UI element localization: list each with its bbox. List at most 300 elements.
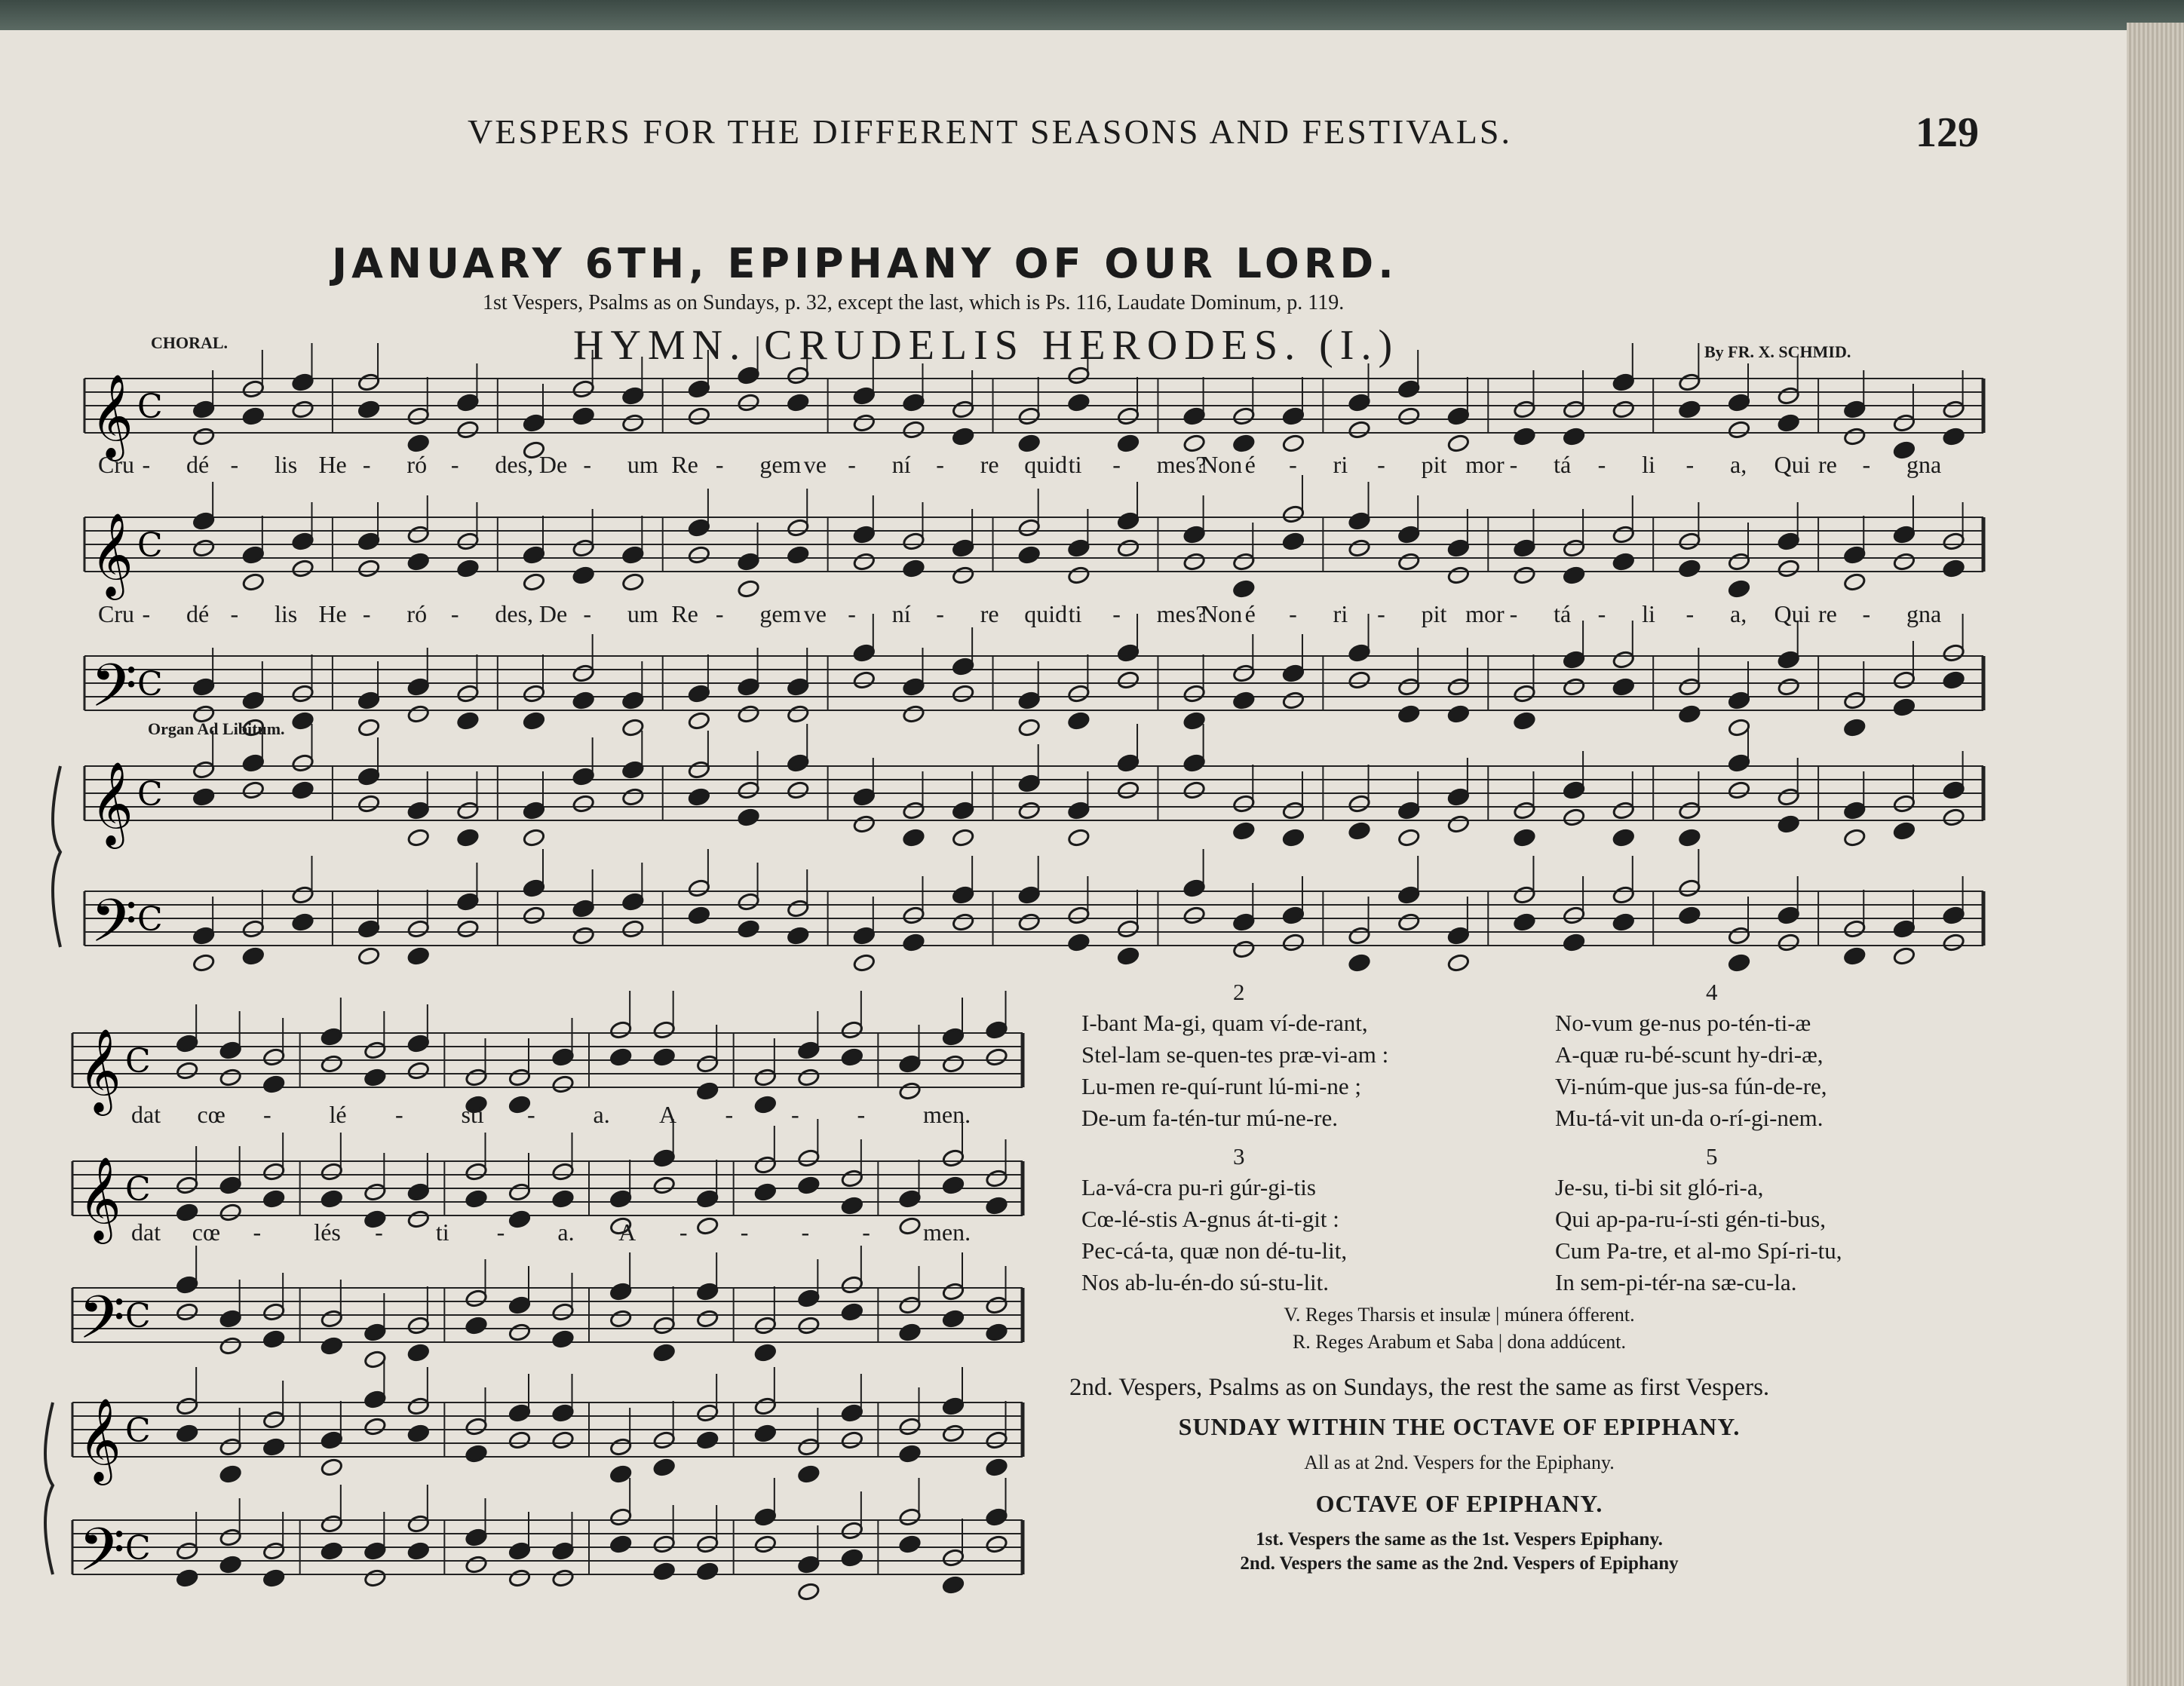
- note-head: [652, 1176, 676, 1195]
- note-head: [407, 1343, 431, 1363]
- note-head: [551, 1047, 575, 1067]
- note-head: [407, 1034, 431, 1053]
- note-head: [652, 1316, 676, 1335]
- note-head: [787, 899, 810, 918]
- lyric-syllable: ri: [1333, 451, 1348, 478]
- clef-icon: 𝄞: [78, 1397, 121, 1482]
- lyric-syllable: cœ: [192, 1219, 221, 1246]
- note-head: [1067, 684, 1090, 704]
- note-head: [1563, 780, 1586, 800]
- lyric-syllable: ve: [803, 451, 827, 478]
- note-head: [737, 780, 760, 800]
- lyric-syllable: -: [1112, 451, 1121, 478]
- note-head: [1563, 538, 1586, 558]
- lyric-syllable: mes?: [1156, 451, 1207, 478]
- note-head: [1612, 885, 1635, 905]
- note-head: [1017, 801, 1041, 820]
- lyric-syllable: quid: [1024, 451, 1068, 478]
- octave-heading: OCTAVE OF EPIPHANY.: [1315, 1490, 1603, 1517]
- note-head: [1348, 953, 1371, 973]
- note-head: [621, 892, 645, 912]
- note-head: [508, 1541, 532, 1561]
- lyric-syllable: Cru: [98, 600, 134, 627]
- note-head: [787, 780, 810, 800]
- note-head: [262, 1410, 286, 1430]
- note-head: [696, 1309, 719, 1329]
- note-head: [1728, 780, 1751, 800]
- versicle-r: R. Reges Arabum et Saba | dona addúcent.: [1292, 1331, 1627, 1353]
- note-head: [985, 1196, 1008, 1215]
- note-head: [902, 393, 925, 412]
- note-head: [609, 1020, 633, 1040]
- note-head: [787, 366, 810, 385]
- lyric-syllable: -: [395, 1101, 403, 1128]
- note-head: [754, 1507, 778, 1527]
- lyric-syllable: ró: [406, 451, 428, 478]
- note-head: [902, 704, 925, 724]
- note-head: [523, 828, 546, 848]
- note-head: [357, 919, 381, 939]
- note-head: [1678, 677, 1701, 697]
- note-head: [754, 1155, 778, 1175]
- note-head: [853, 643, 876, 663]
- note-head: [1678, 400, 1701, 419]
- note-head: [321, 1162, 344, 1182]
- note-head: [841, 1020, 864, 1040]
- note-head: [1728, 718, 1751, 737]
- lyric-syllable: -: [862, 1219, 870, 1246]
- note-head: [1067, 566, 1090, 585]
- note-head: [262, 1162, 286, 1182]
- note-head: [1182, 711, 1206, 731]
- note-head: [696, 1282, 719, 1301]
- note-head: [242, 379, 265, 399]
- note-head: [1447, 677, 1471, 697]
- note-head: [406, 525, 430, 544]
- lyric-syllable: lis: [274, 451, 298, 478]
- note-head: [242, 753, 265, 773]
- note-head: [1232, 794, 1256, 814]
- note-head: [1612, 400, 1635, 419]
- note-head: [242, 919, 265, 939]
- note-head: [787, 518, 810, 538]
- note-head: [219, 1528, 242, 1547]
- lyric-syllable: gna: [1906, 600, 1942, 627]
- note-head: [787, 393, 810, 412]
- note-head: [1893, 946, 1916, 966]
- note-head: [321, 1309, 344, 1329]
- lyric-syllable: -: [1686, 451, 1695, 478]
- note-head: [291, 912, 314, 932]
- verse-line: A-quæ ru-bé-scunt hy-dri-æ,: [1555, 1041, 1824, 1068]
- note-head: [456, 532, 480, 551]
- note-head: [1447, 566, 1471, 585]
- lyric-syllable: -: [375, 1219, 383, 1246]
- note-head: [688, 906, 711, 925]
- note-head: [985, 1047, 1008, 1067]
- note-head: [1348, 821, 1371, 841]
- sunday-octave-text: All as at 2nd. Vespers for the Epiphany.: [1304, 1451, 1615, 1473]
- note-head: [902, 532, 925, 551]
- note-head: [688, 684, 711, 704]
- note-head: [363, 1541, 387, 1561]
- note-head: [1397, 704, 1421, 724]
- note-head: [952, 684, 975, 704]
- note-head: [262, 1047, 286, 1067]
- note-head: [407, 1396, 431, 1416]
- note-head: [1777, 814, 1800, 834]
- note-head: [291, 780, 314, 800]
- note-head: [1612, 801, 1635, 820]
- note-head: [688, 379, 711, 399]
- lyric-syllable: tá: [1554, 600, 1572, 627]
- lyric-syllable: A: [659, 1101, 677, 1128]
- note-head: [192, 511, 216, 531]
- note-head: [242, 545, 265, 565]
- note-head: [985, 1507, 1008, 1527]
- note-head: [357, 794, 381, 814]
- note-head: [1612, 650, 1635, 670]
- lyric-syllable: li: [1642, 600, 1655, 627]
- lyric-syllable: De: [538, 600, 568, 627]
- note-head: [898, 1507, 922, 1527]
- clef-icon: 𝄢: [78, 1515, 125, 1599]
- note-head: [523, 572, 546, 592]
- note-head: [898, 1534, 922, 1554]
- note-head: [1893, 697, 1916, 717]
- note-head: [1893, 670, 1916, 690]
- note-head: [853, 525, 876, 544]
- note-head: [652, 1430, 676, 1450]
- note-head: [465, 1068, 488, 1087]
- note-head: [523, 711, 546, 731]
- note-head: [841, 1196, 864, 1215]
- note-head: [407, 1424, 431, 1443]
- note-head: [1563, 677, 1586, 697]
- lyric-syllable: dé: [186, 600, 210, 627]
- note-head: [1563, 427, 1586, 446]
- note-head: [1348, 538, 1371, 558]
- note-head: [456, 393, 480, 412]
- time-signature: C: [137, 388, 163, 426]
- note-head: [1067, 366, 1090, 385]
- lyric-syllable: -: [1597, 451, 1606, 478]
- note-head: [508, 1295, 532, 1315]
- note-head: [1777, 386, 1800, 406]
- note-head: [841, 1275, 864, 1295]
- note-head: [902, 828, 925, 848]
- note-head: [754, 1396, 778, 1416]
- note-head: [321, 1336, 344, 1356]
- note-head: [363, 1568, 387, 1588]
- lyric-syllable: -: [936, 451, 944, 478]
- note-head: [1893, 794, 1916, 814]
- note-head: [1612, 525, 1635, 544]
- lyric-syllable: ní: [891, 451, 911, 478]
- note-head: [942, 1027, 965, 1047]
- note-head: [357, 718, 381, 737]
- note-head: [321, 1189, 344, 1209]
- note-head: [1728, 953, 1751, 973]
- note-head: [1232, 940, 1256, 959]
- note-head: [1777, 906, 1800, 925]
- lyric-syllable: lis: [274, 600, 298, 627]
- lyric-syllable: gna: [1906, 451, 1942, 478]
- note-head: [242, 406, 265, 426]
- composer-credit: By FR. X. SCHMID.: [1704, 342, 1851, 361]
- lyric-syllable: Re: [671, 600, 698, 627]
- note-head: [1447, 787, 1471, 807]
- lyric-syllable: é: [1244, 451, 1256, 478]
- note-head: [407, 1316, 431, 1335]
- note-head: [1563, 906, 1586, 925]
- lyric-syllable: -: [801, 1219, 810, 1246]
- note-head: [363, 1417, 387, 1436]
- verse-line: No-vum ge-nus po-tén-ti-æ: [1555, 1010, 1811, 1036]
- note-head: [1563, 400, 1586, 419]
- time-signature: C: [137, 526, 163, 565]
- note-head: [1282, 664, 1305, 683]
- note-head: [1017, 406, 1041, 426]
- note-head: [1777, 532, 1800, 551]
- note-head: [1843, 427, 1867, 446]
- note-head: [242, 780, 265, 800]
- note-head: [192, 760, 216, 780]
- note-head: [621, 413, 645, 433]
- lyric-syllable: des,: [495, 600, 534, 627]
- note-head: [456, 828, 480, 848]
- hymn-title: HYMN. CRUDELIS HERODES. (I.): [573, 322, 1400, 369]
- note-head: [1942, 906, 1965, 925]
- note-head: [176, 1034, 199, 1053]
- note-head: [176, 1568, 199, 1588]
- note-head: [737, 552, 760, 572]
- note-head: [508, 1568, 532, 1588]
- note-head: [985, 1534, 1008, 1554]
- note-head: [1513, 566, 1536, 585]
- note-head: [551, 1329, 575, 1349]
- note-head: [1513, 912, 1536, 932]
- note-head: [985, 1458, 1008, 1477]
- note-head: [551, 1189, 575, 1209]
- note-head: [176, 1424, 199, 1443]
- note-head: [609, 1282, 633, 1301]
- note-head: [609, 1437, 633, 1457]
- note-head: [357, 400, 381, 419]
- note-head: [841, 1047, 864, 1067]
- note-head: [1728, 579, 1751, 599]
- note-head: [787, 753, 810, 773]
- note-head: [465, 1162, 488, 1182]
- note-head: [853, 670, 876, 690]
- verse-number: 4: [1706, 979, 1718, 1005]
- note-head: [192, 538, 216, 558]
- note-head: [1282, 801, 1305, 820]
- note-head: [952, 400, 975, 419]
- note-head: [407, 1182, 431, 1202]
- lyric-syllable: mor: [1465, 451, 1505, 478]
- note-head: [688, 711, 711, 731]
- note-head: [1942, 427, 1965, 446]
- clef-icon: 𝄞: [90, 512, 133, 596]
- note-head: [652, 1343, 676, 1363]
- verse-line: Cum Pa-tre, et al-mo Spí-ri-tu,: [1555, 1237, 1842, 1264]
- feast-subtitle: 1st Vespers, Psalms as on Sundays, p. 32, except the last, which is Ps. 116, Laudate Dominum, p. 119.: [483, 291, 1345, 314]
- note-head: [1447, 814, 1471, 834]
- clef-icon: 𝄢: [90, 886, 137, 970]
- verse-line: Cœ-lé-stis A-gnus át-ti-git :: [1081, 1206, 1339, 1232]
- verse-line: Qui ap-pa-ru-í-sti gén-ti-bus,: [1555, 1206, 1826, 1232]
- lyric-syllable: Cru: [98, 451, 134, 478]
- note-head: [787, 677, 810, 697]
- note-head: [841, 1548, 864, 1568]
- note-head: [1777, 413, 1800, 433]
- note-head: [853, 552, 876, 572]
- note-head: [1348, 511, 1371, 531]
- note-head: [942, 1575, 965, 1595]
- note-head: [456, 801, 480, 820]
- note-head: [1348, 926, 1371, 946]
- note-head: [1612, 912, 1635, 932]
- note-head: [572, 794, 595, 814]
- verse-4: [1555, 1007, 1827, 1134]
- note-head: [357, 767, 381, 786]
- time-signature: C: [125, 1042, 151, 1081]
- note-head: [456, 420, 480, 440]
- lyric-syllable: gem: [759, 600, 802, 627]
- lyric-syllable: -: [857, 1101, 866, 1128]
- note-head: [754, 1534, 778, 1554]
- note-head: [754, 1424, 778, 1443]
- note-head: [898, 1323, 922, 1342]
- note-head: [176, 1061, 199, 1081]
- note-head: [1678, 704, 1701, 724]
- note-head: [1843, 946, 1867, 966]
- note-head: [1893, 919, 1916, 939]
- note-head: [1282, 906, 1305, 925]
- note-head: [1513, 538, 1536, 558]
- note-head: [754, 1343, 778, 1363]
- note-head: [898, 1417, 922, 1436]
- note-head: [1942, 643, 1965, 663]
- note-head: [1117, 919, 1140, 939]
- verse-line: I-bant Ma-gi, quam ví-de-rant,: [1081, 1010, 1368, 1036]
- note-head: [1282, 691, 1305, 710]
- note-head: [1893, 525, 1916, 544]
- note-head: [219, 1068, 242, 1087]
- lyric-syllable: re: [1818, 600, 1837, 627]
- lyric-syllable: -: [1686, 600, 1695, 627]
- note-head: [898, 1295, 922, 1315]
- verse-number: 3: [1233, 1143, 1245, 1169]
- lyric-syllable: -: [1597, 600, 1606, 627]
- note-head: [508, 1430, 532, 1450]
- note-head: [572, 406, 595, 426]
- lyric-syllable: cœ: [197, 1101, 225, 1128]
- note-head: [952, 801, 975, 820]
- note-head: [219, 1336, 242, 1356]
- note-head: [652, 1562, 676, 1581]
- note-head: [357, 372, 381, 392]
- verse-line: Vi-núm-que jus-sa fún-de-re,: [1555, 1073, 1827, 1099]
- lyric-syllable: -: [230, 600, 239, 627]
- verse-line: Nos ab-lu-én-do sú-stu-lit.: [1081, 1269, 1330, 1295]
- lyric-syllable: ti: [435, 1219, 449, 1246]
- note-head: [406, 801, 430, 820]
- note-head: [1017, 691, 1041, 710]
- verse-2: [1081, 1007, 1388, 1134]
- lyric-syllable: ri: [1333, 600, 1348, 627]
- verse-line: De-um fa-tén-tur mú-ne-re.: [1081, 1105, 1338, 1131]
- note-head: [1447, 406, 1471, 426]
- note-head: [407, 1541, 431, 1561]
- note-head: [1777, 677, 1800, 697]
- note-head: [363, 1041, 387, 1060]
- note-head: [262, 1541, 286, 1561]
- lyric-syllable: -: [253, 1219, 262, 1246]
- note-head: [456, 919, 480, 939]
- lyric-syllable: De: [538, 451, 568, 478]
- note-head: [609, 1189, 633, 1209]
- verse-line: Mu-tá-vit un-da o-rí-gi-nem.: [1555, 1105, 1824, 1131]
- note-head: [737, 704, 760, 724]
- note-head: [688, 518, 711, 538]
- note-head: [1942, 670, 1965, 690]
- note-head: [1612, 828, 1635, 848]
- clef-icon: 𝄞: [78, 1028, 121, 1112]
- note-head: [1397, 801, 1421, 820]
- note-head: [1397, 406, 1421, 426]
- note-head: [652, 1047, 676, 1067]
- lyric-syllable: re: [1818, 451, 1837, 478]
- note-head: [465, 1417, 488, 1436]
- note-head: [1728, 926, 1751, 946]
- lyric-syllable: -: [1862, 451, 1871, 478]
- second-vespers-note: 2nd. Vespers, Psalms as on Sundays, the rest the same as first Vespers.: [1069, 1374, 1770, 1401]
- note-head: [1678, 559, 1701, 578]
- verse-line: La-vá-cra pu-ri gúr-gi-tis: [1081, 1174, 1316, 1200]
- note-head: [407, 1061, 431, 1081]
- note-head: [508, 1403, 532, 1423]
- note-head: [1843, 400, 1867, 419]
- note-head: [737, 892, 760, 912]
- time-signature: C: [125, 1297, 151, 1335]
- note-head: [321, 1458, 344, 1477]
- page-number: 129: [1916, 109, 1979, 156]
- lyric-syllable: -: [583, 600, 592, 627]
- note-head: [787, 704, 810, 724]
- note-head: [406, 919, 430, 939]
- clef-icon: 𝄢: [90, 651, 137, 735]
- page-edges: [2127, 23, 2184, 1686]
- note-head: [797, 1148, 821, 1168]
- note-head: [652, 1020, 676, 1040]
- note-head: [406, 552, 430, 572]
- lyric-syllable: ve: [803, 600, 827, 627]
- lyric-syllable: -: [450, 600, 459, 627]
- note-head: [902, 906, 925, 925]
- note-head: [406, 946, 430, 966]
- note-head: [985, 1169, 1008, 1188]
- note-head: [1017, 885, 1041, 905]
- octave-line-1: 1st. Vespers the same as the 1st. Vespers Epiphany.: [1256, 1529, 1663, 1550]
- lyric-syllable: mor: [1465, 600, 1505, 627]
- note-head: [942, 1548, 965, 1568]
- lyric-syllable: um: [627, 600, 658, 627]
- note-head: [1067, 711, 1090, 731]
- lyric-syllable: -: [848, 600, 856, 627]
- lyric-syllable: a,: [1730, 451, 1747, 478]
